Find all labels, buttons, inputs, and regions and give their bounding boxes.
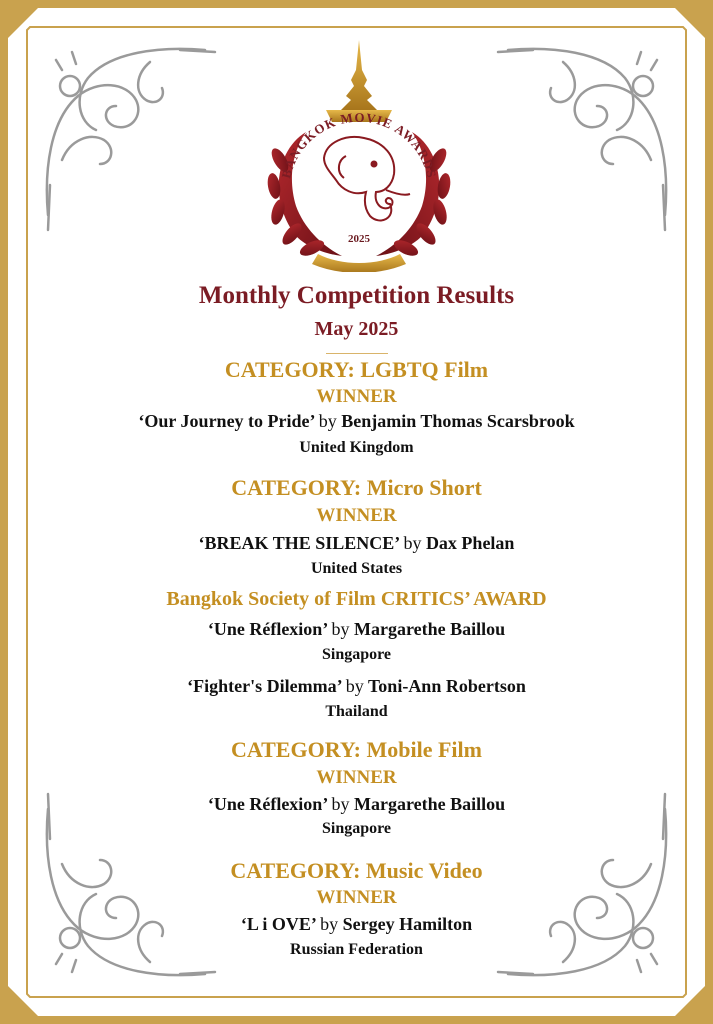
entry-line	[0, 794, 713, 815]
film-country: United States	[310, 560, 403, 577]
page-subtitle-month: May 2025	[314, 318, 399, 340]
entry-line	[0, 676, 713, 697]
film-title: ‘Une Réflexion’	[207, 619, 327, 639]
entry-line	[0, 914, 713, 935]
by-label: by	[318, 411, 337, 431]
film-country: Singapore	[321, 646, 392, 663]
category-heading: CATEGORY: LGBTQ Film	[224, 357, 489, 382]
award-label: WINNER	[316, 505, 397, 526]
critics-award-heading: Bangkok Society of Film CRITICS’ AWARD	[166, 588, 547, 610]
title-divider	[326, 353, 388, 354]
category-heading: CATEGORY: Micro Short	[231, 475, 482, 500]
entry-line	[0, 533, 713, 554]
award-label: WINNER	[316, 767, 397, 788]
film-title: ‘BREAK THE SILENCE’	[198, 533, 399, 553]
film-country: Singapore	[321, 820, 392, 837]
by-label: by	[320, 914, 339, 934]
award-label: WINNER	[316, 386, 397, 407]
film-author: Toni-Ann Robertson	[367, 676, 526, 696]
by-label: by	[345, 676, 364, 696]
entry-line	[0, 411, 713, 432]
film-country: Russian Federation	[290, 941, 423, 958]
by-label: by	[403, 533, 422, 553]
page-title: Monthly Competition Results	[198, 282, 515, 309]
award-label: WINNER	[316, 887, 397, 908]
film-country: Thailand	[325, 703, 388, 720]
film-title: ‘Une Réflexion’	[207, 794, 327, 814]
film-author: Margarethe Baillou	[353, 794, 506, 814]
by-label: by	[331, 794, 350, 814]
film-country: United Kingdom	[299, 439, 414, 456]
film-author: Sergey Hamilton	[342, 914, 473, 934]
entry-line	[0, 619, 713, 640]
film-title: ‘Our Journey to Pride’	[138, 411, 315, 431]
category-heading: CATEGORY: Music Video	[230, 858, 483, 883]
logo-arc-text: BANGKOK MOVIE AWARDS	[278, 109, 440, 180]
by-label: by	[331, 619, 350, 639]
film-author: Margarethe Baillou	[353, 619, 506, 639]
film-title: ‘L i OVE’	[240, 914, 316, 934]
film-author: Dax Phelan	[425, 533, 515, 553]
film-title: ‘Fighter's Dilemma’	[187, 676, 342, 696]
category-heading: CATEGORY: Mobile Film	[230, 737, 482, 762]
logo-year: 2025	[348, 233, 370, 245]
film-author: Benjamin Thomas Scarsbrook	[341, 411, 575, 431]
